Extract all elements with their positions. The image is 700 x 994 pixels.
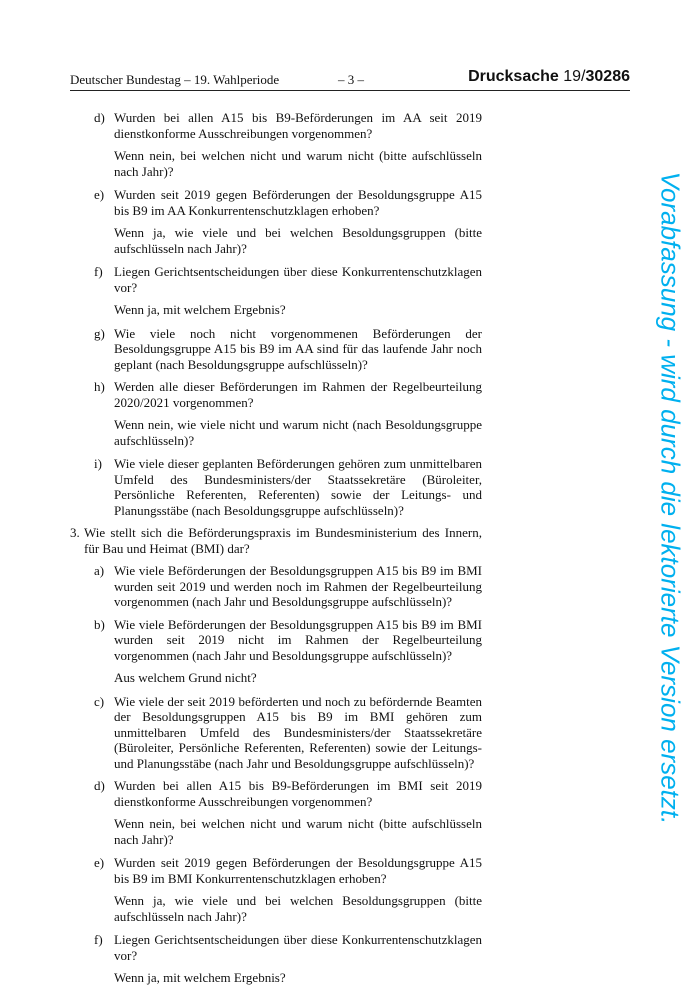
item-subquestion: Wenn ja, wie viele und bei welchen Besoldungsgruppen (bitte aufschlüsseln nach Jahr)? <box>114 225 482 256</box>
list-item <box>70 778 482 809</box>
document-label: Drucksache <box>468 68 559 85</box>
document-number-main: 30286 <box>585 68 630 85</box>
list-item <box>70 563 482 610</box>
item-text: Wie viele dieser geplanten Beförderungen gehören zum unmittelbaren Umfeld des Bundesministers/der Staatssekretäre (Büroleiter, Persönliche Referenten, Referenten) sowie der Leitungs- und Planungsstäbe (nach Besoldungsgruppe aufschlüsseln)? <box>114 456 482 518</box>
item-marker: b) <box>94 616 105 632</box>
header-rule <box>70 90 630 91</box>
item-text: Liegen Gerichtsentscheidungen über diese Konkurrentenschutzklagen vor? <box>114 932 482 963</box>
item-marker: h) <box>94 379 105 394</box>
question-text: Wie stellt sich die Beförderungspraxis im Bundesministerium des Innern, für Bau und Heimat (BMI) dar? <box>84 525 482 556</box>
list-item <box>70 617 482 664</box>
question-list-bmi <box>70 563 482 986</box>
document-number-prefix: 19/ <box>563 68 586 85</box>
item-marker: g) <box>94 325 105 341</box>
item-subquestion: Wenn nein, wie viele nicht und warum nicht (nach Besoldungsgruppe aufschlüsseln)? <box>114 417 482 448</box>
item-subquestion: Wenn ja, mit welchem Ergebnis? <box>114 970 286 985</box>
item-subquestion: Wenn nein, bei welchen nicht und warum nicht (bitte aufschlüsseln nach Jahr)? <box>114 148 482 179</box>
document-body <box>70 110 482 994</box>
question-3 <box>70 525 482 556</box>
item-marker: e) <box>94 855 105 870</box>
question-list-aa <box>70 110 482 518</box>
item-marker: i) <box>94 456 102 471</box>
item-marker: c) <box>94 693 105 709</box>
watermark <box>640 108 700 888</box>
list-item <box>70 264 482 295</box>
item-text: Wie viele Beförderungen der Besoldungsgruppen A15 bis B9 im BMI wurden seit 2019 nicht im Rahmen der Regelbeurteilung vorgenommen (nach Jahr und Besoldungsgruppe aufschlüsseln)? <box>114 616 482 663</box>
header-publication: Deutscher Bundestag – 19. Wahlperiode <box>70 72 280 87</box>
list-item <box>70 379 482 410</box>
item-subquestion: Wenn ja, mit welchem Ergebnis? <box>114 302 286 317</box>
list-item <box>70 456 482 518</box>
item-text: Werden alle dieser Beförderungen im Rahmen der Regelbeurteilung 2020/2021 vorgenommen? <box>114 379 482 410</box>
document-number <box>468 68 630 86</box>
item-text: Wurden seit 2019 gegen Beförderungen der Besoldungsgruppe A15 bis B9 im AA Konkurrentenschutzklagen erhoben? <box>114 187 482 218</box>
item-text: Wurden bei allen A15 bis B9-Beförderungen im AA seit 2019 dienstkonforme Ausschreibungen vorgenommen? <box>114 110 482 141</box>
list-item <box>70 110 482 141</box>
watermark-text: Vorabfassung - wird durch die lektorierte Version ersetzt. <box>655 171 686 825</box>
item-marker: f) <box>94 932 103 947</box>
item-marker: e) <box>94 187 105 202</box>
item-marker: d) <box>94 110 105 125</box>
list-item <box>70 326 482 373</box>
item-text: Liegen Gerichtsentscheidungen über diese Konkurrentenschutzklagen vor? <box>114 264 482 295</box>
item-marker: d) <box>94 778 105 793</box>
list-item <box>70 855 482 886</box>
list-item <box>70 932 482 963</box>
list-item <box>70 694 482 772</box>
question-marker: 3. <box>70 525 80 540</box>
item-marker: a) <box>94 563 105 578</box>
item-text: Wurden seit 2019 gegen Beförderungen der Besoldungsgruppe A15 bis B9 im BMI Konkurrentenschutzklagen erhoben? <box>114 855 482 886</box>
list-item <box>70 187 482 218</box>
item-text: Wie viele der seit 2019 beförderten und noch zu befördernde Beamten der Besoldungsgruppen A15 bis B9 im BMI gehören zum unmittelbaren Umfeld des Bundesministers/der Staatssekretäre (Büroleiter, Persönliche Referenten, Referenten) sowie der Leitungs- und Planungsstäbe (nach Jahr und Besoldungsgruppe aufschlüsseln)? <box>114 693 482 771</box>
item-subquestion: Aus welchem Grund nicht? <box>114 670 257 685</box>
item-subquestion: Wenn nein, bei welchen nicht und warum nicht (bitte aufschlüsseln nach Jahr)? <box>114 816 482 847</box>
item-text: Wie viele Beförderungen der Besoldungsgruppen A15 bis B9 im BMI wurden seit 2019 und werden noch im Rahmen der Regelbeurteilung vorgenommen (nach Jahr und Besoldungsgruppe aufschlüsseln)? <box>114 563 482 609</box>
item-subquestion: Wenn ja, wie viele und bei welchen Besoldungsgruppen (bitte aufschlüsseln nach Jahr)? <box>114 893 482 924</box>
item-marker: f) <box>94 264 103 279</box>
page-header <box>70 68 630 92</box>
item-text: Wie viele noch nicht vorgenommenen Beförderungen der Besoldungsgruppe A15 bis B9 im AA sind für das laufende Jahr noch geplant (nach Besoldungsgruppe aufschlüsseln)? <box>114 325 482 372</box>
page-number: – 3 – <box>338 72 364 87</box>
item-text: Wurden bei allen A15 bis B9-Beförderungen im BMI seit 2019 dienstkonforme Ausschreibungen vorgenommen? <box>114 778 482 809</box>
